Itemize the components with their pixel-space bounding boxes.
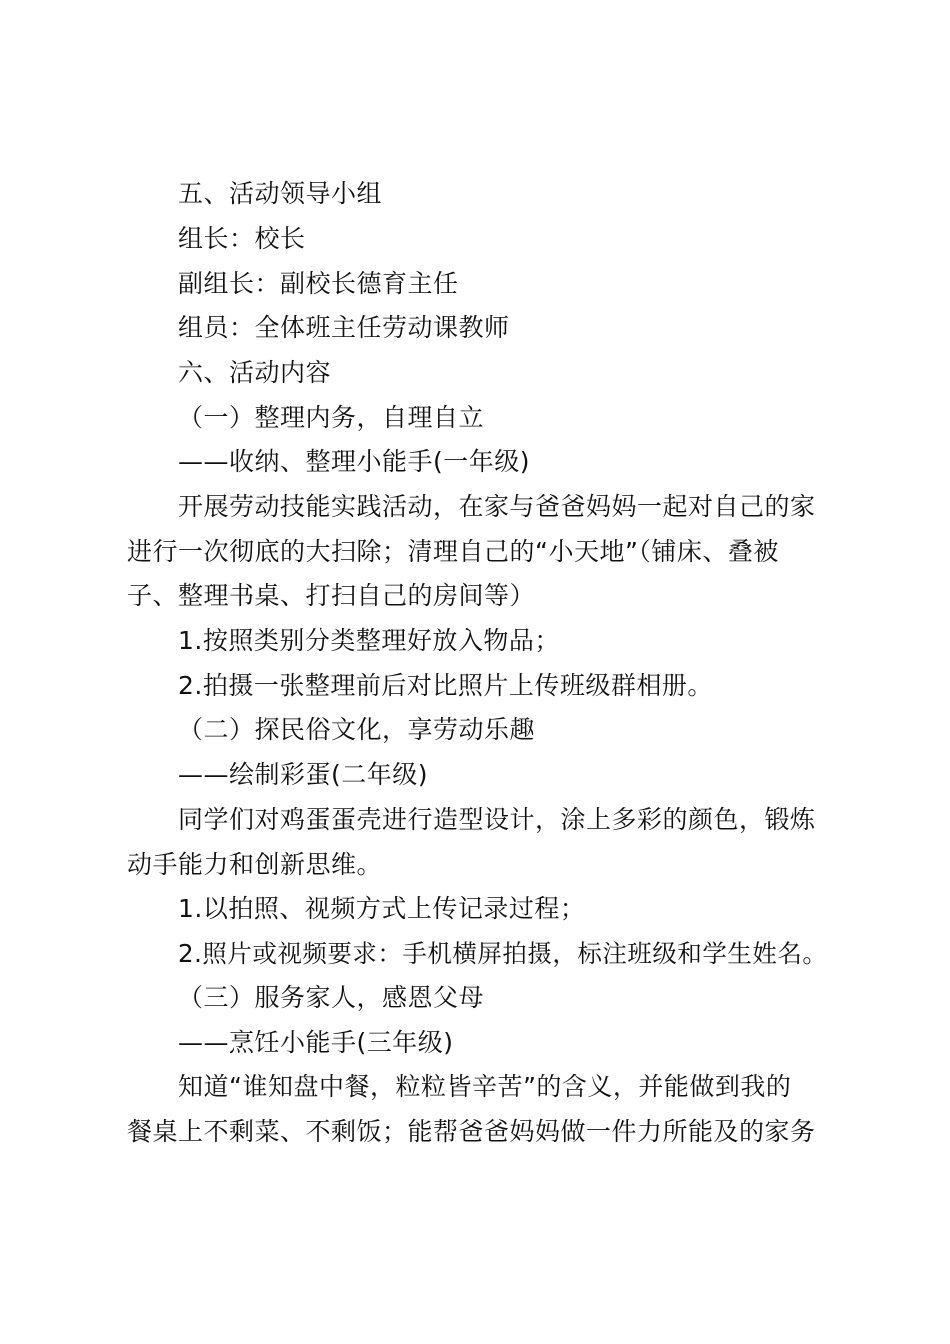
list-item: 2.照片或视频要求：手机横屏拍摄，标注班级和学生姓名。: [178, 939, 828, 968]
paragraph-line: 子、整理书桌、打扫自己的房间等）: [127, 581, 536, 610]
paragraph-line: 动手能力和创新思维。: [127, 850, 383, 879]
paragraph-line: 同学们对鸡蛋蛋壳进行造型设计，涂上多彩的颜色，锻炼: [178, 805, 816, 834]
activity-title: ——绘制彩蛋(二年级): [178, 760, 429, 789]
subsection-heading: （二）探民俗文化，享劳动乐趣: [178, 715, 536, 744]
list-item: 2.拍摄一张整理前后对比照片上传班级群相册。: [178, 671, 713, 700]
subsection-heading: （三）服务家人，感恩父母: [178, 983, 485, 1012]
activity-title: ——烹饪小能手(三年级): [178, 1028, 454, 1057]
paragraph-line: 餐桌上不剩菜、不剩饭；能帮爸爸妈妈做一件力所能及的家务: [127, 1117, 816, 1146]
paragraph-line: 知道“谁知盘中餐，粒粒皆辛苦”的含义，并能做到我的: [178, 1072, 792, 1101]
text-line: 组员：全体班主任劳动课教师: [178, 313, 510, 342]
paragraph-line: 开展劳动技能实践活动，在家与爸爸妈妈一起对自己的家: [178, 492, 816, 521]
text-line: 组长：校长: [178, 224, 306, 253]
subsection-heading: （一）整理内务，自理自立: [178, 403, 485, 432]
paragraph-line: 进行一次彻底的大扫除；清理自己的“小天地”（铺床、叠被: [127, 537, 779, 566]
text-line: 副组长：副校长德育主任: [178, 269, 459, 298]
section-heading-content: 六、活动内容: [178, 358, 332, 387]
list-item: 1.按照类别分类整理好放入物品；: [178, 626, 560, 655]
section-heading-leadership: 五、活动领导小组: [178, 179, 383, 208]
activity-title: ——收纳、整理小能手(一年级): [178, 447, 531, 476]
list-item: 1.以拍照、视频方式上传记录过程；: [178, 894, 586, 923]
